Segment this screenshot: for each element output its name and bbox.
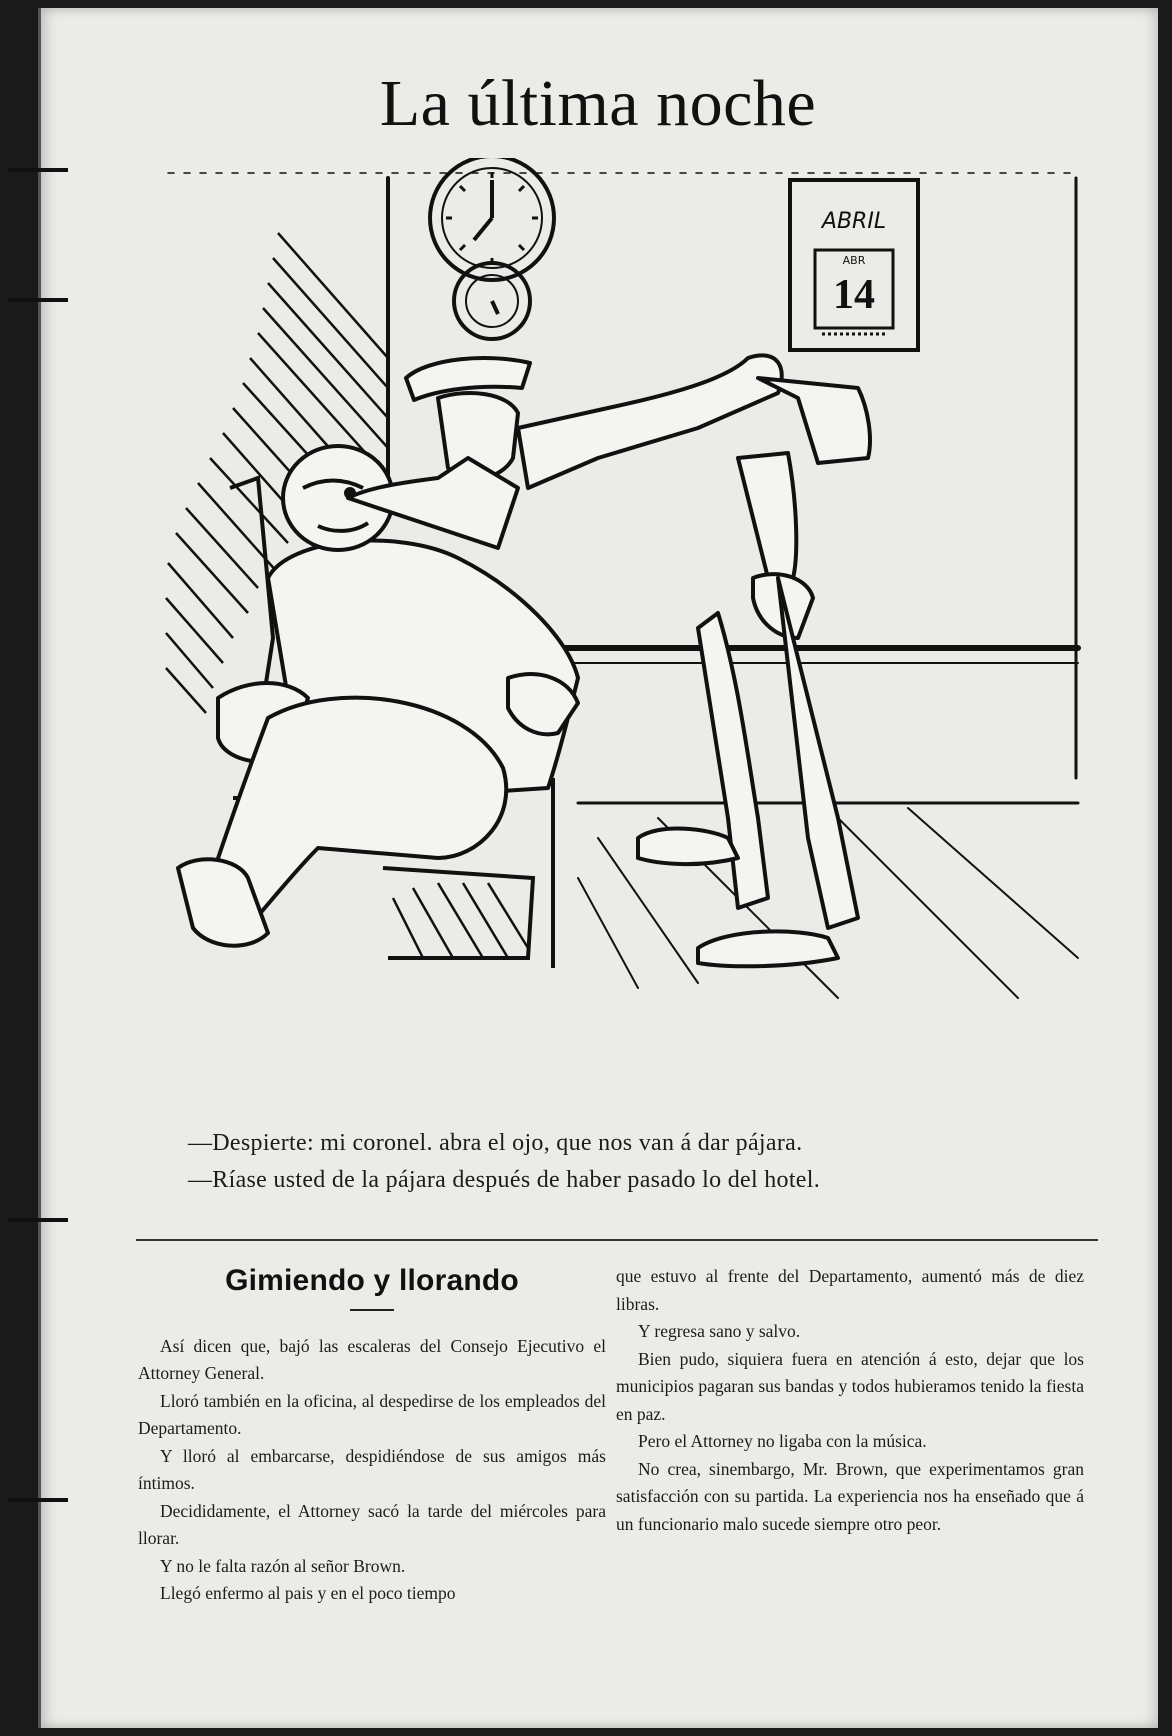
page-title: La última noche	[379, 67, 817, 140]
section-divider	[136, 1239, 1098, 1241]
article-paragraph: Pero el Attorney no ligaba con la música.	[638, 1431, 927, 1451]
article-paragraph: que estuvo al frente del Departamento, aumentó más de diez libras.	[616, 1266, 1084, 1314]
binding-staple	[8, 168, 68, 172]
article-column-left	[138, 1263, 606, 1608]
article-paragraph: Y regresa sano y salvo.	[638, 1321, 801, 1341]
article-paragraph: Y lloró al embarcarse, despidiéndose de sus amigos más íntimos.	[138, 1445, 606, 1493]
caption-line: —Ríase usted de la pájara después de haber pasado lo del hotel.	[188, 1167, 821, 1193]
article-paragraph: Así dicen que, bajó las escaleras del Consejo Ejecutivo el Attorney General.	[138, 1335, 606, 1383]
article-paragraph: Llegó enfermo al pais y en el poco tiempo	[160, 1583, 456, 1603]
title-divider	[350, 1309, 394, 1311]
article-paragraph: Bien pudo, siquiera fuera en atención á esto, dejar que los municipios pagaran sus bandas y todos hubieramos tenido la fiesta en paz.	[616, 1348, 1084, 1424]
article-column-right	[616, 1263, 1084, 1538]
binding-staple	[8, 1498, 68, 1502]
article-paragraph: Decididamente, el Attorney sacó la tarde del miércoles para llorar.	[138, 1500, 606, 1548]
calendar-top-label: ABRIL	[821, 209, 887, 234]
article-paragraph: No crea, sinembargo, Mr. Brown, que experimentamos gran satisfacción con su partida. La experiencia nos ha enseñado que á un funcionario malo sucede siempre otro peor.	[616, 1458, 1084, 1534]
magazine-page	[38, 8, 1158, 1728]
article-paragraph: Y no le falta razón al señor Brown.	[160, 1555, 406, 1576]
cartoon-illustration	[138, 158, 1098, 1098]
caption-line: —Despierte: mi coronel. abra el ojo, que nos van á dar pájara.	[188, 1130, 803, 1156]
calendar-month-label: ABR	[842, 254, 866, 267]
binding-staple	[8, 1218, 68, 1222]
binding-edge	[38, 8, 41, 1728]
cartoon-captions	[38, 1130, 1158, 1204]
binding-staple	[8, 298, 68, 302]
seated-colonel-figure	[178, 446, 578, 946]
calendar-day-label: 14	[833, 272, 875, 318]
calendar-icon	[790, 180, 918, 350]
article-paragraph: Lloró también en la oficina, al despedirse de los empleados del Departamento.	[138, 1390, 606, 1438]
clock-icon	[430, 158, 554, 339]
article-title: Gimiendo y llorando	[225, 1264, 519, 1297]
